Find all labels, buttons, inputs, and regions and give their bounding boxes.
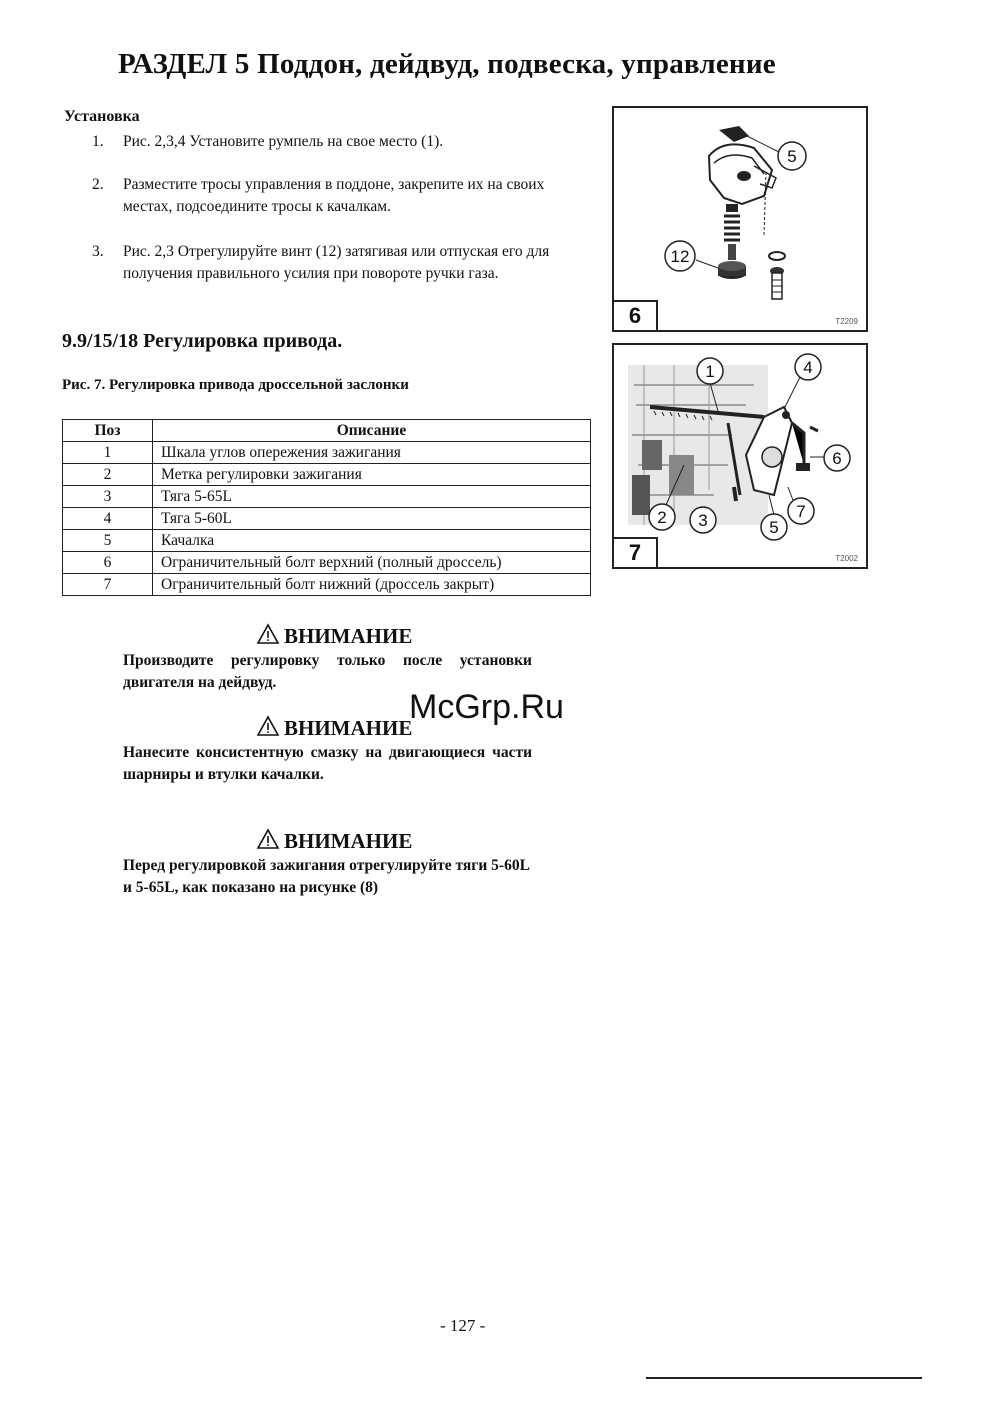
figure-7-label: 7 xyxy=(614,537,658,567)
table-row xyxy=(63,486,591,508)
callout-12: 12 xyxy=(670,247,690,266)
section-subheading: 9.9/15/18 Регулировка привода. xyxy=(62,330,343,352)
table-row xyxy=(63,574,591,596)
page-title: РАЗДЕЛ 5 Поддон, дейдвуд, подвеска, управление xyxy=(118,48,776,80)
table-row xyxy=(63,530,591,552)
pos-cell: 7 xyxy=(63,574,153,596)
figure-6 xyxy=(612,106,868,332)
fig7-callout-1: 1 xyxy=(705,362,715,381)
warning-triangle-icon xyxy=(256,828,280,850)
pos-cell: 1 xyxy=(63,442,153,464)
figure-7 xyxy=(612,343,868,569)
table-row xyxy=(63,442,591,464)
figure-6-label: 6 xyxy=(614,300,658,330)
table-row xyxy=(63,464,591,486)
installation-heading: Установка xyxy=(64,108,140,125)
step-text: Разместите тросы управления в поддоне, закрепите их на своих местах, подсоедините тросы к качалкам. xyxy=(123,176,545,215)
column-header-description: Описание xyxy=(153,420,591,442)
description-cell: Качалка xyxy=(153,530,591,552)
page-number: - 127 - xyxy=(440,1316,486,1335)
parts-table xyxy=(62,419,591,596)
step-text: Рис. 2,3 Отрегулируйте винт (12) затягивая или отпуская его для получения правильного усилия при повороте ручки газа. xyxy=(123,243,550,282)
fig7-callout-2: 2 xyxy=(657,508,667,527)
description-cell: Тяга 5-65L xyxy=(153,486,591,508)
description-cell: Метка регулировки зажигания xyxy=(153,464,591,486)
warning-heading-1 xyxy=(256,623,412,649)
warning-heading-text: ВНИМАНИЕ xyxy=(284,829,413,853)
pos-cell: 2 xyxy=(63,464,153,486)
step-number: 1. xyxy=(92,133,104,150)
description-cell: Ограничительный болт верхний (полный дроссель) xyxy=(153,552,591,574)
warning-heading-text: ВНИМАНИЕ xyxy=(284,716,413,740)
figure-caption: Рис. 7. Регулировка привода дроссельной заслонки xyxy=(62,377,409,393)
pos-cell: 4 xyxy=(63,508,153,530)
warning-heading-text: ВНИМАНИЕ xyxy=(284,624,413,648)
table-header-row xyxy=(63,420,591,442)
description-cell: Ограничительный болт нижний (дроссель закрыт) xyxy=(153,574,591,596)
footer-rule xyxy=(646,1377,922,1379)
description-cell: Тяга 5-60L xyxy=(153,508,591,530)
installation-step-3 xyxy=(92,241,592,285)
warning-heading-3 xyxy=(256,828,412,854)
column-header-pos: Поз xyxy=(63,420,153,442)
warning-triangle-icon xyxy=(256,715,280,737)
table-row xyxy=(63,552,591,574)
fig7-callout-4: 4 xyxy=(803,358,813,377)
step-number: 3. xyxy=(92,243,104,260)
step-number: 2. xyxy=(92,176,104,193)
warning-heading-2 xyxy=(256,715,412,741)
fig7-callout-7: 7 xyxy=(796,502,806,521)
fig7-callout-5: 5 xyxy=(769,518,779,537)
warning-triangle-icon xyxy=(256,623,280,645)
warning-text-3: Перед регулировкой зажигания отрегулируйте тяги 5-60L и 5-65L, как показано на рисунке (8) xyxy=(123,857,530,896)
figure-6-code: T2209 xyxy=(835,317,858,326)
pos-cell: 5 xyxy=(63,530,153,552)
pos-cell: 6 xyxy=(63,552,153,574)
watermark: McGrp.Ru xyxy=(409,688,564,726)
table-row xyxy=(63,508,591,530)
figure-7-code: T2002 xyxy=(835,554,858,563)
warning-text-1: Производите регулировку только после установки двигателя на дейдвуд. xyxy=(123,652,532,691)
fig7-callout-6: 6 xyxy=(832,449,842,468)
throttle-linkage-photo xyxy=(614,345,866,567)
warning-text-2: Нанесите консистентную смазку на двигающиеся части шарниры и втулки качалки. xyxy=(123,744,532,783)
installation-step-1 xyxy=(92,131,592,153)
callout-5: 5 xyxy=(787,147,797,166)
step-text: Рис. 2,3,4 Установите румпель на свое место (1). xyxy=(123,133,444,150)
installation-step-2 xyxy=(92,174,592,218)
tiller-assembly-drawing xyxy=(614,108,866,330)
fig7-callout-3: 3 xyxy=(698,511,708,530)
description-cell: Шкала углов опережения зажигания xyxy=(153,442,591,464)
pos-cell: 3 xyxy=(63,486,153,508)
